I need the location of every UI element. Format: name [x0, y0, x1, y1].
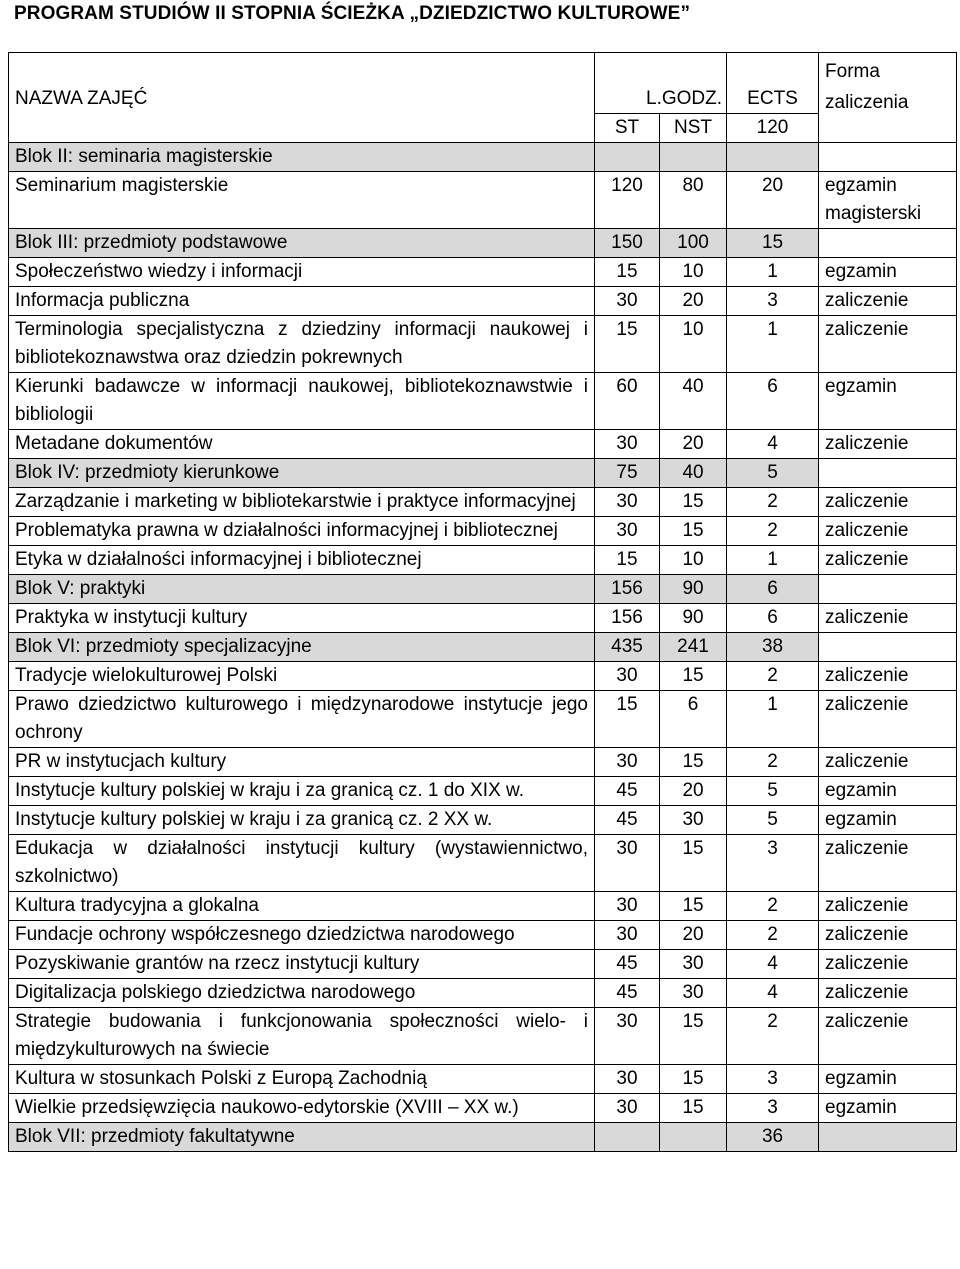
assessment-form	[819, 575, 957, 604]
header-ects: ECTS	[727, 53, 819, 114]
course-row	[9, 835, 957, 892]
assessment-form	[819, 1123, 957, 1152]
assessment-form: zaliczenie	[819, 950, 957, 979]
hours-nst: 20	[660, 287, 727, 316]
course-name: Fundacje ochrony współczesnego dziedzictwa narodowego	[9, 921, 595, 950]
course-name: Strategie budowania i funkcjonowania społeczności wielo- i międzykulturowych na świecie	[9, 1008, 595, 1065]
ects-value: 3	[727, 835, 819, 892]
course-row	[9, 806, 957, 835]
hours-nst: 30	[660, 806, 727, 835]
hours-nst: 15	[660, 517, 727, 546]
course-row	[9, 691, 957, 748]
ects-value: 6	[727, 575, 819, 604]
course-row	[9, 748, 957, 777]
ects-value: 2	[727, 662, 819, 691]
course-row	[9, 172, 957, 229]
course-name: Społeczeństwo wiedzy i informacji	[9, 258, 595, 287]
block-row	[9, 143, 957, 172]
hours-st: 30	[595, 921, 660, 950]
course-row	[9, 517, 957, 546]
hours-st: 30	[595, 748, 660, 777]
ects-value: 1	[727, 258, 819, 287]
course-row	[9, 979, 957, 1008]
block-row	[9, 633, 957, 662]
ects-value: 4	[727, 979, 819, 1008]
page-title: PROGRAM STUDIÓW II STOPNIA ŚCIEŻKA „DZIEDZICTWO KULTUROWE”	[14, 3, 691, 24]
hours-nst: 80	[660, 172, 727, 229]
ects-value: 1	[727, 546, 819, 575]
course-row	[9, 430, 957, 459]
hours-st: 30	[595, 662, 660, 691]
hours-st: 15	[595, 691, 660, 748]
course-name: Blok V: praktyki	[9, 575, 595, 604]
hours-st: 30	[595, 1065, 660, 1094]
assessment-form: zaliczenie	[819, 748, 957, 777]
hours-st	[595, 1123, 660, 1152]
course-row	[9, 287, 957, 316]
hours-st: 45	[595, 806, 660, 835]
course-name: Blok VI: przedmioty specjalizacyjne	[9, 633, 595, 662]
hours-nst: 15	[660, 488, 727, 517]
ects-value: 2	[727, 1008, 819, 1065]
hours-nst: 100	[660, 229, 727, 258]
assessment-form: zaliczenie	[819, 604, 957, 633]
hours-nst: 15	[660, 662, 727, 691]
hours-nst: 40	[660, 373, 727, 430]
block-row	[9, 1123, 957, 1152]
header-ects-total: 120	[727, 114, 819, 143]
course-name: Pozyskiwanie grantów na rzecz instytucji kultury	[9, 950, 595, 979]
course-name: Edukacja w działalności instytucji kultury (wystawiennictwo, szkolnictwo)	[9, 835, 595, 892]
hours-nst: 15	[660, 892, 727, 921]
course-row	[9, 662, 957, 691]
course-name: PR w instytucjach kultury	[9, 748, 595, 777]
header-form: Forma zaliczenia	[819, 53, 957, 143]
hours-nst: 40	[660, 459, 727, 488]
ects-value: 2	[727, 748, 819, 777]
course-row	[9, 546, 957, 575]
hours-nst: 10	[660, 258, 727, 287]
ects-value: 3	[727, 1094, 819, 1123]
ects-value: 3	[727, 287, 819, 316]
hours-st: 30	[595, 1094, 660, 1123]
ects-value: 6	[727, 373, 819, 430]
hours-st: 30	[595, 835, 660, 892]
ects-value: 5	[727, 777, 819, 806]
ects-value: 38	[727, 633, 819, 662]
hours-nst: 20	[660, 921, 727, 950]
header-nst: NST	[660, 114, 727, 143]
course-name: Instytucje kultury polskiej w kraju i za granicą cz. 2 XX w.	[9, 806, 595, 835]
assessment-form	[819, 459, 957, 488]
assessment-form: zaliczenie	[819, 517, 957, 546]
hours-st: 30	[595, 287, 660, 316]
ects-value: 4	[727, 950, 819, 979]
hours-nst: 10	[660, 546, 727, 575]
assessment-form: egzamin	[819, 777, 957, 806]
hours-st: 30	[595, 430, 660, 459]
hours-st: 45	[595, 979, 660, 1008]
course-name: Blok IV: przedmioty kierunkowe	[9, 459, 595, 488]
ects-value: 5	[727, 459, 819, 488]
hours-st: 15	[595, 316, 660, 373]
hours-nst: 20	[660, 777, 727, 806]
assessment-form: zaliczenie	[819, 430, 957, 459]
hours-nst: 241	[660, 633, 727, 662]
course-row	[9, 777, 957, 806]
hours-nst: 10	[660, 316, 727, 373]
course-row	[9, 1094, 957, 1123]
ects-value: 6	[727, 604, 819, 633]
hours-nst: 15	[660, 1094, 727, 1123]
course-name: Blok VII: przedmioty fakultatywne	[9, 1123, 595, 1152]
course-name: Prawo dziedzictwo kulturowego i międzynarodowe instytucje jego ochrony	[9, 691, 595, 748]
course-name: Wielkie przedsięwzięcia naukowo-edytorskie (XVIII – XX w.)	[9, 1094, 595, 1123]
assessment-form: zaliczenie	[819, 316, 957, 373]
hours-nst: 20	[660, 430, 727, 459]
assessment-form: zaliczenie	[819, 892, 957, 921]
ects-value: 20	[727, 172, 819, 229]
assessment-form: zaliczenie	[819, 488, 957, 517]
course-name: Tradycje wielokulturowej Polski	[9, 662, 595, 691]
ects-value: 3	[727, 1065, 819, 1094]
assessment-form: egzamin	[819, 1094, 957, 1123]
ects-value: 4	[727, 430, 819, 459]
hours-st: 156	[595, 604, 660, 633]
course-name: Praktyka w instytucji kultury	[9, 604, 595, 633]
assessment-form: zaliczenie	[819, 921, 957, 950]
hours-st: 15	[595, 546, 660, 575]
hours-st: 156	[595, 575, 660, 604]
block-row	[9, 575, 957, 604]
hours-nst: 15	[660, 748, 727, 777]
hours-nst: 30	[660, 979, 727, 1008]
assessment-form: zaliczenie	[819, 1008, 957, 1065]
assessment-form: egzamin magisterski	[819, 172, 957, 229]
course-name: Kierunki badawcze w informacji naukowej, bibliotekoznawstwie i bibliologii	[9, 373, 595, 430]
hours-nst: 6	[660, 691, 727, 748]
ects-value: 15	[727, 229, 819, 258]
block-row	[9, 459, 957, 488]
course-name: Blok II: seminaria magisterskie	[9, 143, 595, 172]
ects-value	[727, 143, 819, 172]
hours-st: 60	[595, 373, 660, 430]
course-row	[9, 921, 957, 950]
hours-st: 30	[595, 1008, 660, 1065]
hours-nst: 90	[660, 604, 727, 633]
assessment-form	[819, 229, 957, 258]
hours-st: 75	[595, 459, 660, 488]
course-name: Kultura tradycyjna a glokalna	[9, 892, 595, 921]
hours-nst: 15	[660, 1065, 727, 1094]
program-table	[8, 52, 957, 1152]
course-row	[9, 950, 957, 979]
hours-nst: 90	[660, 575, 727, 604]
course-row	[9, 892, 957, 921]
assessment-form: zaliczenie	[819, 287, 957, 316]
hours-nst	[660, 1123, 727, 1152]
course-row	[9, 1008, 957, 1065]
hours-st: 30	[595, 488, 660, 517]
course-name: Instytucje kultury polskiej w kraju i za granicą cz. 1 do XIX w.	[9, 777, 595, 806]
assessment-form: egzamin	[819, 1065, 957, 1094]
header-name: NAZWA ZAJĘĆ	[9, 53, 595, 143]
assessment-form	[819, 143, 957, 172]
course-name: Etyka w działalności informacyjnej i bibliotecznej	[9, 546, 595, 575]
assessment-form: zaliczenie	[819, 979, 957, 1008]
course-row	[9, 373, 957, 430]
course-name: Problematyka prawna w działalności informacyjnej i bibliotecznej	[9, 517, 595, 546]
assessment-form: egzamin	[819, 373, 957, 430]
hours-nst: 15	[660, 1008, 727, 1065]
hours-st: 30	[595, 892, 660, 921]
ects-value: 2	[727, 892, 819, 921]
header-hours: L.GODZ.	[595, 53, 727, 114]
hours-st: 120	[595, 172, 660, 229]
hours-st: 435	[595, 633, 660, 662]
assessment-form: zaliczenie	[819, 691, 957, 748]
ects-value: 1	[727, 691, 819, 748]
course-row	[9, 604, 957, 633]
course-name: Digitalizacja polskiego dziedzictwa narodowego	[9, 979, 595, 1008]
block-row	[9, 229, 957, 258]
assessment-form	[819, 633, 957, 662]
header-st: ST	[595, 114, 660, 143]
course-row	[9, 1065, 957, 1094]
course-name: Metadane dokumentów	[9, 430, 595, 459]
course-row	[9, 258, 957, 287]
course-row	[9, 316, 957, 373]
ects-value: 2	[727, 517, 819, 546]
course-name: Blok III: przedmioty podstawowe	[9, 229, 595, 258]
course-name: Kultura w stosunkach Polski z Europą Zachodnią	[9, 1065, 595, 1094]
hours-st: 30	[595, 517, 660, 546]
hours-nst: 15	[660, 835, 727, 892]
hours-st: 45	[595, 950, 660, 979]
ects-value: 5	[727, 806, 819, 835]
hours-st	[595, 143, 660, 172]
assessment-form: egzamin	[819, 806, 957, 835]
assessment-form: egzamin	[819, 258, 957, 287]
assessment-form: zaliczenie	[819, 662, 957, 691]
header-row	[9, 53, 957, 114]
hours-st: 15	[595, 258, 660, 287]
course-row	[9, 488, 957, 517]
ects-value: 2	[727, 921, 819, 950]
assessment-form: zaliczenie	[819, 835, 957, 892]
hours-nst	[660, 143, 727, 172]
course-name: Informacja publiczna	[9, 287, 595, 316]
course-name: Terminologia specjalistyczna z dziedziny informacji naukowej i bibliotekoznawstwa oraz dziedzin pokrewnych	[9, 316, 595, 373]
ects-value: 2	[727, 488, 819, 517]
assessment-form: zaliczenie	[819, 546, 957, 575]
course-name: Seminarium magisterskie	[9, 172, 595, 229]
hours-st: 45	[595, 777, 660, 806]
hours-nst: 30	[660, 950, 727, 979]
ects-value: 36	[727, 1123, 819, 1152]
ects-value: 1	[727, 316, 819, 373]
hours-st: 150	[595, 229, 660, 258]
course-name: Zarządzanie i marketing w bibliotekarstwie i praktyce informacyjnej	[9, 488, 595, 517]
